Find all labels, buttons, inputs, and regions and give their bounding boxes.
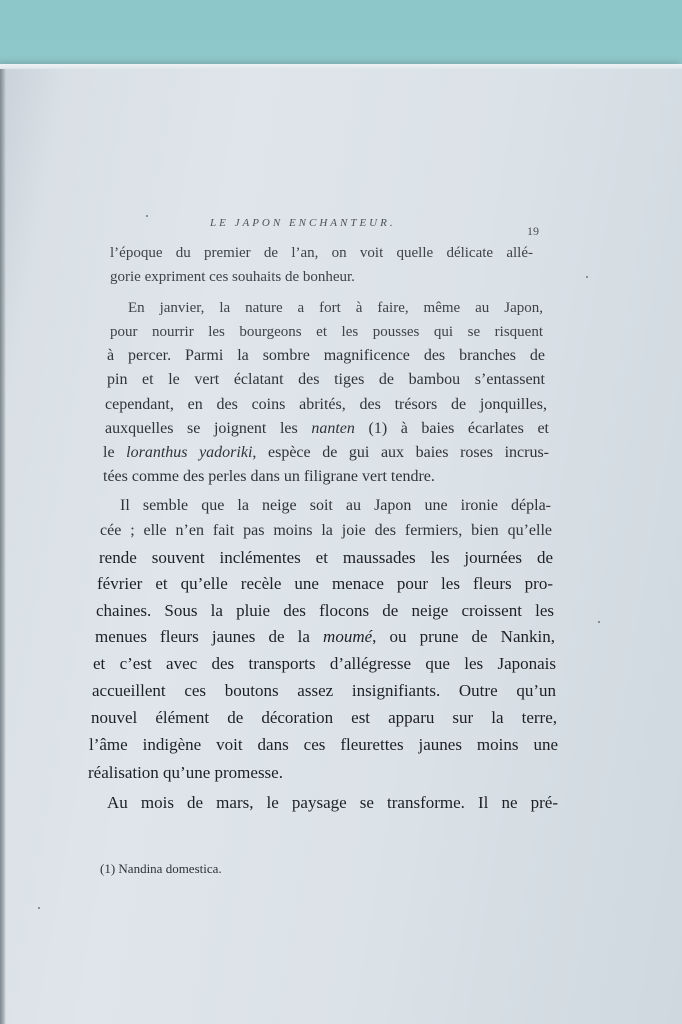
text-line <box>105 395 547 415</box>
text-segment: l’âme indigène voit dans ces fleurettes jaunes moins une <box>89 735 558 754</box>
text-segment: pin et le vert éclatant des tiges de bambou s’entassent <box>107 371 545 388</box>
text-line <box>107 346 545 366</box>
text-line <box>103 467 435 487</box>
italic-term: moumé <box>323 627 373 646</box>
text-line <box>128 298 543 318</box>
text-segment: , ou prune de Nankin, <box>372 627 555 646</box>
text-line <box>110 243 533 263</box>
text-line <box>105 419 549 439</box>
page-top-edge <box>0 64 682 69</box>
running-head: LE JAPON ENCHANTEUR. <box>210 217 396 229</box>
text-segment: chaines. Sous la pluie des flocons de neige croissent les <box>96 601 554 620</box>
footnote: (1) Nandina domestica. <box>100 861 222 876</box>
text-segment: Au mois de mars, le paysage se transforme. Il ne pré- <box>107 793 558 812</box>
text-segment: et c’est avec des transports d’allégresse que les Japonais <box>93 654 556 673</box>
text-segment: l’époque du premier de l’an, on voit quelle délicate allé- <box>110 245 533 261</box>
text-line <box>100 521 552 541</box>
text-line <box>93 654 556 674</box>
text-line <box>107 793 558 813</box>
text-line <box>103 443 549 463</box>
text-segment: cée ; elle n’en fait pas moins la joie des fermiers, bien qu’elle <box>100 522 552 539</box>
text-line <box>99 548 553 568</box>
text-line <box>97 574 553 594</box>
text-segment: tées comme des perles dans un filigrane vert tendre. <box>103 468 435 485</box>
text-segment: février et qu’elle recèle une menace pour les fleurs pro- <box>97 574 553 593</box>
text-line <box>88 763 283 783</box>
text-segment: réalisation qu’une promesse. <box>88 763 283 782</box>
paper-speck <box>598 621 600 623</box>
italic-term: loranthus yadoriki <box>126 444 253 461</box>
text-segment: gorie expriment ces souhaits de bonheur. <box>110 269 355 285</box>
text-segment: nouvel élément de décoration est apparu sur la terre, <box>91 708 557 727</box>
text-segment: (1) à baies écarlates et <box>354 420 549 437</box>
text-line <box>96 601 554 621</box>
text-segment: à percer. Parmi la sombre magnificence des branches de <box>107 347 545 364</box>
text-line <box>110 322 543 342</box>
text-line <box>107 370 545 390</box>
text-segment: cependant, en des coins abrités, des trésors de jonquilles, <box>105 396 547 413</box>
paper-speck <box>146 215 148 217</box>
page-binding-edge <box>0 64 6 1024</box>
text-line <box>91 708 557 728</box>
text-segment: Il semble que la neige soit au Japon une ironie dépla- <box>120 497 551 514</box>
text-line <box>89 735 558 755</box>
italic-term: nanten <box>311 420 355 437</box>
text-line <box>120 496 551 516</box>
text-segment: auxquelles se joignent les <box>105 420 312 437</box>
text-segment: rende souvent inclémentes et maussades les journées de <box>99 548 553 567</box>
paper-speck <box>586 276 588 278</box>
text-segment: le <box>103 444 127 461</box>
page-number: 19 <box>527 224 539 238</box>
text-line <box>110 267 355 287</box>
text-segment: , espèce de gui aux baies roses incrus- <box>252 444 550 461</box>
text-segment: pour nourrir les bourgeons et les pousses qui se risquent <box>110 324 543 340</box>
text-line <box>95 627 555 647</box>
text-segment: accueillent ces boutons assez insignifiants. Outre qu’un <box>92 681 556 700</box>
paper-speck <box>38 907 40 909</box>
text-segment: menues fleurs jaunes de la <box>95 627 324 646</box>
book-page <box>0 64 682 1024</box>
text-segment: En janvier, la nature a fort à faire, même au Japon, <box>128 300 543 316</box>
text-line <box>92 681 556 701</box>
